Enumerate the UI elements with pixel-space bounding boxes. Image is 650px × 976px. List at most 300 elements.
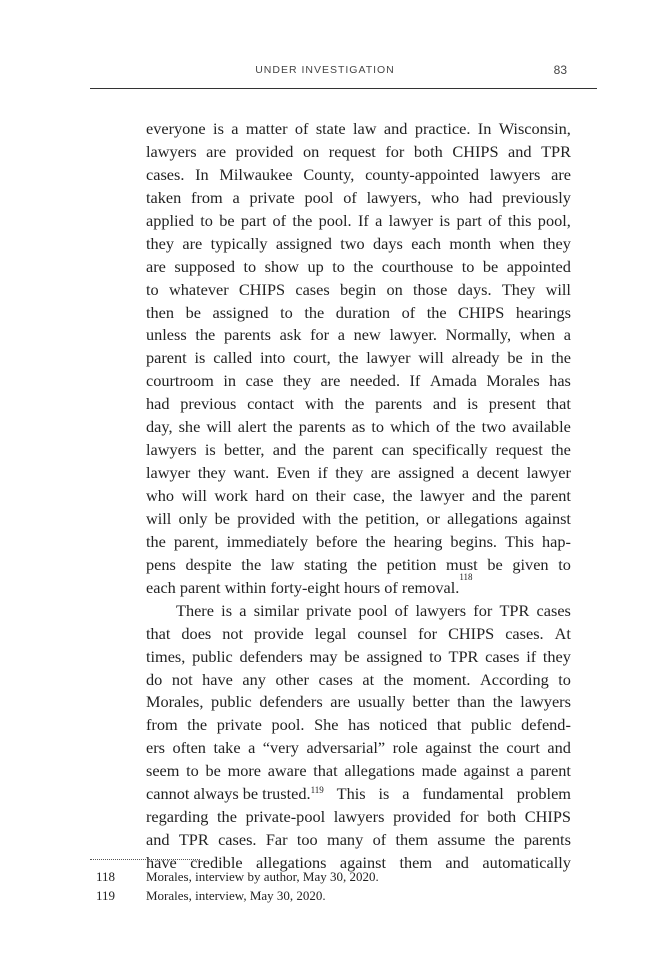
word: seem [146,761,180,781]
running-title: UNDER INVESTIGATION [255,64,395,76]
text-line [146,233,571,256]
text-line [146,669,571,692]
word: a [248,738,256,758]
text-line [146,370,571,393]
word: up [307,256,324,276]
word: private [216,715,262,735]
word: court [506,738,540,758]
word: a [402,784,410,804]
word: Morales [486,371,540,391]
word: for [418,623,438,643]
word: of [272,210,287,230]
word: two [340,233,365,253]
word: of [488,210,502,230]
word: They [501,279,536,299]
word: the [272,417,293,437]
word: begins. [450,531,497,551]
word: public [192,646,233,666]
word: two [481,417,506,437]
word: the [383,669,404,689]
word: county-appointed [365,164,480,184]
word: private-pool [245,807,326,827]
word: allegations [344,761,415,781]
word: ers [146,738,165,758]
text-line [146,324,571,347]
word: allegations [255,853,327,872]
word: lawyer [146,463,191,483]
word: against [524,508,571,528]
word: a [337,325,345,345]
text-line [146,118,571,141]
word: for [310,325,330,345]
word: TPR [499,600,530,620]
word: who [146,486,175,505]
word: to [200,210,213,230]
word: provided [235,141,294,161]
word: public [470,715,512,735]
text-line [146,439,571,462]
word: those [413,279,448,299]
text-line [146,508,571,531]
word: if [317,463,328,483]
word: CHIPS [452,141,499,161]
word: will [181,486,207,505]
word: provided [237,508,296,528]
word: automatically [482,853,571,872]
word: provided [393,807,451,827]
word: days. [457,279,492,299]
word: then [146,302,175,322]
word: show [264,256,299,276]
word: when [499,233,535,253]
word: the [551,348,571,368]
word: of [294,119,309,138]
word: fundamental [422,784,504,804]
word: of [343,187,357,207]
footnote-119 [96,886,576,905]
word: a [563,325,571,345]
page-number: 83 [553,63,567,77]
word: cases. [218,830,257,850]
footnote-ref-118[interactable]: 118 [459,571,473,582]
word: the [338,348,359,368]
word: CHIPS [458,302,505,322]
word: for [459,807,479,827]
word: parent [530,761,571,781]
text-line [146,256,571,279]
word: they [542,233,571,253]
word: both [487,807,517,827]
word: parents [375,394,423,414]
word: of [372,830,387,850]
word: hap- [541,531,571,551]
word: from [191,187,223,207]
word: in [223,371,236,391]
text-line [146,737,571,760]
footnote-ref-119[interactable]: 119 [310,785,324,796]
word: If [357,210,369,230]
word: contact [247,394,295,414]
word: and [471,486,496,505]
word: Milwaukee [219,164,293,184]
word: the [479,738,499,758]
word: new [353,325,381,345]
word: hearings [515,302,571,322]
word: are [330,692,351,712]
word: them [395,830,429,850]
word: to [558,669,571,689]
text-line-with-note [146,783,571,806]
word: despite [185,554,232,574]
word: case, [353,486,386,505]
word: courthouse [381,256,454,276]
word: usually [357,692,405,712]
word: If [409,371,421,391]
word: the [187,715,208,735]
word: assigned [398,463,455,483]
word: already [451,348,500,368]
word: have [146,853,177,872]
word: this [507,210,532,230]
word: against [463,761,510,781]
word: request [495,440,543,460]
word: the [357,554,377,574]
word: credible [190,853,243,872]
footnote-text: Morales, interview, May 30, 2020. [146,888,326,903]
word: appointed [506,256,571,276]
word: and [383,119,408,138]
word: similar [253,600,299,620]
word: that [436,715,462,735]
word: a [239,600,247,620]
word: defenders [259,692,323,712]
header-rule [90,88,597,89]
line-lead-text: cannot always be trusted. [146,784,311,804]
word: provide [254,623,304,643]
word: role [392,738,418,758]
word: everyone [146,119,206,138]
word: be [185,302,201,322]
word: defenders [239,646,303,666]
word: before [316,531,358,551]
word: the [241,554,262,574]
word: available [512,417,571,437]
word: on [291,486,309,505]
word: the [492,692,513,712]
word: have [202,669,233,689]
text-line [146,806,571,829]
word: many [327,830,364,850]
word: for [473,600,493,620]
word: assigned [366,646,423,666]
word: practice. [414,119,471,138]
word: does [181,623,212,643]
word: needed. [349,371,401,391]
word: made [421,761,457,781]
word: do [146,669,163,689]
word: them [399,853,433,872]
word: the [426,302,447,322]
word: lawyers [146,141,197,161]
word: that [146,623,171,643]
word: the [344,394,365,414]
word: lawyers [489,164,541,184]
word: day, [146,417,173,437]
word: lawyers [415,600,467,620]
word: want. [233,463,270,483]
word: only [178,508,208,528]
word: petition, [365,508,420,528]
word: be [214,508,231,528]
body-text [146,118,571,875]
word: if [526,646,537,666]
word: the [365,531,386,551]
word: to [146,279,159,299]
word: will [418,348,444,368]
word: a [516,761,524,781]
word: to [280,302,293,322]
word: both [413,141,443,161]
word: assigned [212,302,269,322]
word: duration [335,302,391,322]
word: or [426,508,440,528]
word: lawyers [520,692,571,712]
word: Even [276,463,311,483]
word: cases [536,600,571,620]
word: state [315,119,346,138]
footnote-number: 119 [96,888,116,903]
word: courtroom [146,371,214,391]
text-line [146,623,571,646]
word: given [512,554,549,574]
word: be [507,348,523,368]
word: In [477,119,492,138]
word: parent [332,440,374,460]
word: assume [437,830,486,850]
word: parent [530,486,571,505]
word: TPR [541,141,571,161]
word: be [219,210,235,230]
word: to [243,256,257,276]
text-line [146,393,571,416]
word: are [320,371,341,391]
word: CHIPS [448,623,495,643]
running-head [0,62,650,82]
word: County, [303,164,355,184]
footnotes [96,867,576,905]
word: pool [304,187,334,207]
word: the [217,807,237,827]
word: present [488,394,536,414]
word: pool, [537,210,571,230]
word: they [335,463,364,483]
word: not [222,623,244,643]
word: she [178,417,201,437]
word: the [338,508,359,528]
word: take [213,738,241,758]
word: not [171,669,193,689]
word: lawyer [420,486,465,505]
word: against [425,738,472,758]
text-line [146,141,571,164]
word: will [206,417,232,437]
word: Morales, [146,692,204,712]
word: She [314,715,339,735]
word: has [348,715,370,735]
word: on [302,141,320,161]
word: problem [516,784,571,804]
word: a [461,463,470,483]
word: is [204,440,216,460]
word: law [353,119,377,138]
word: the [304,302,325,322]
word: pool. [318,210,352,230]
word: at [362,669,375,689]
word: be [482,256,499,276]
word: are [370,463,391,483]
word: for [385,141,405,161]
word: of [394,600,409,620]
word: alert [237,417,267,437]
word: to [558,554,571,574]
text-line [146,279,571,302]
word: hearing [393,531,443,551]
word: ask [279,325,302,345]
word: in [530,348,544,368]
word: is [213,119,224,138]
word: supposed [174,256,235,276]
word: the [502,486,523,505]
word: assigned [275,233,332,253]
word: they [197,463,226,483]
word: any [242,669,266,689]
word: stating [304,554,348,574]
word: unless [146,325,187,345]
word: that [546,394,571,414]
word: to [332,256,345,276]
word: hard [255,486,285,505]
word: on [386,279,403,299]
word: is [194,348,206,368]
word: their [315,486,346,505]
word: are [551,164,571,184]
word: has [549,371,571,391]
text-line [146,164,571,187]
word: too [296,830,318,850]
word: typically [210,233,268,253]
word: cases. [505,623,544,643]
word: and [272,440,297,460]
word: TPR [178,830,209,850]
word: a [232,187,240,207]
word: taken [146,187,182,207]
word: with [302,508,332,528]
word: allegations [447,508,518,528]
word: called [213,348,253,368]
word: will [146,508,172,528]
word: court, [293,348,331,368]
text-line [146,187,571,210]
paragraph-end-line [146,571,571,600]
word: are [206,141,227,161]
word: to [371,417,385,437]
word: and [146,830,170,850]
word: part [456,210,482,230]
text-line [146,347,571,370]
word: CHIPS [238,279,286,299]
text-line [146,554,571,577]
word: cases [318,669,353,689]
word: is [439,210,451,230]
word: can [381,440,405,460]
word: may [309,646,338,666]
word: This [505,531,534,551]
word: is [467,394,478,414]
word: lawyer [526,463,571,483]
word: other [275,669,309,689]
word: month [449,233,491,253]
word: days [373,233,403,253]
word: This [336,784,366,804]
word: CHIPS [524,807,571,827]
word: petition [386,554,437,574]
word: noticed [379,715,428,735]
word: Far [265,830,288,850]
word: defend- [521,715,571,735]
word: private [249,187,295,207]
footnote-118 [96,867,576,886]
word: they [542,646,571,666]
text-line [146,485,571,508]
word: who [431,187,460,207]
word: of [436,417,450,437]
word: There [176,600,214,620]
word: the [195,325,216,345]
word: to [429,646,442,666]
paragraph-end-text: each parent within forty-eight hours of removal. [146,577,460,597]
text-line [146,531,571,554]
word: At [554,623,571,643]
word: parents [523,830,571,850]
word: regarding [146,807,209,827]
word: Wisconsin, [498,119,571,138]
word: applied [146,210,194,230]
footnote-rule [90,859,200,860]
word: against [339,853,387,872]
word: adversarial” [306,738,386,758]
word: from [146,715,178,735]
word: and [508,141,532,161]
word: a [231,119,239,138]
word: counsel [357,623,408,643]
word: In [195,164,209,184]
word: decent [476,463,520,483]
word: pens [146,554,176,574]
word: better, [224,440,265,460]
word: pool. [271,715,305,735]
word: had [146,394,170,414]
word: the [146,531,166,551]
word: to [186,761,199,781]
word: often [172,738,206,758]
word: Normally, [445,325,512,345]
word: matter [245,119,288,138]
word: lawyer [366,348,411,368]
word: better [412,692,450,712]
word: that [313,761,338,781]
word: lawyers [333,807,385,827]
word: parent [146,348,187,368]
